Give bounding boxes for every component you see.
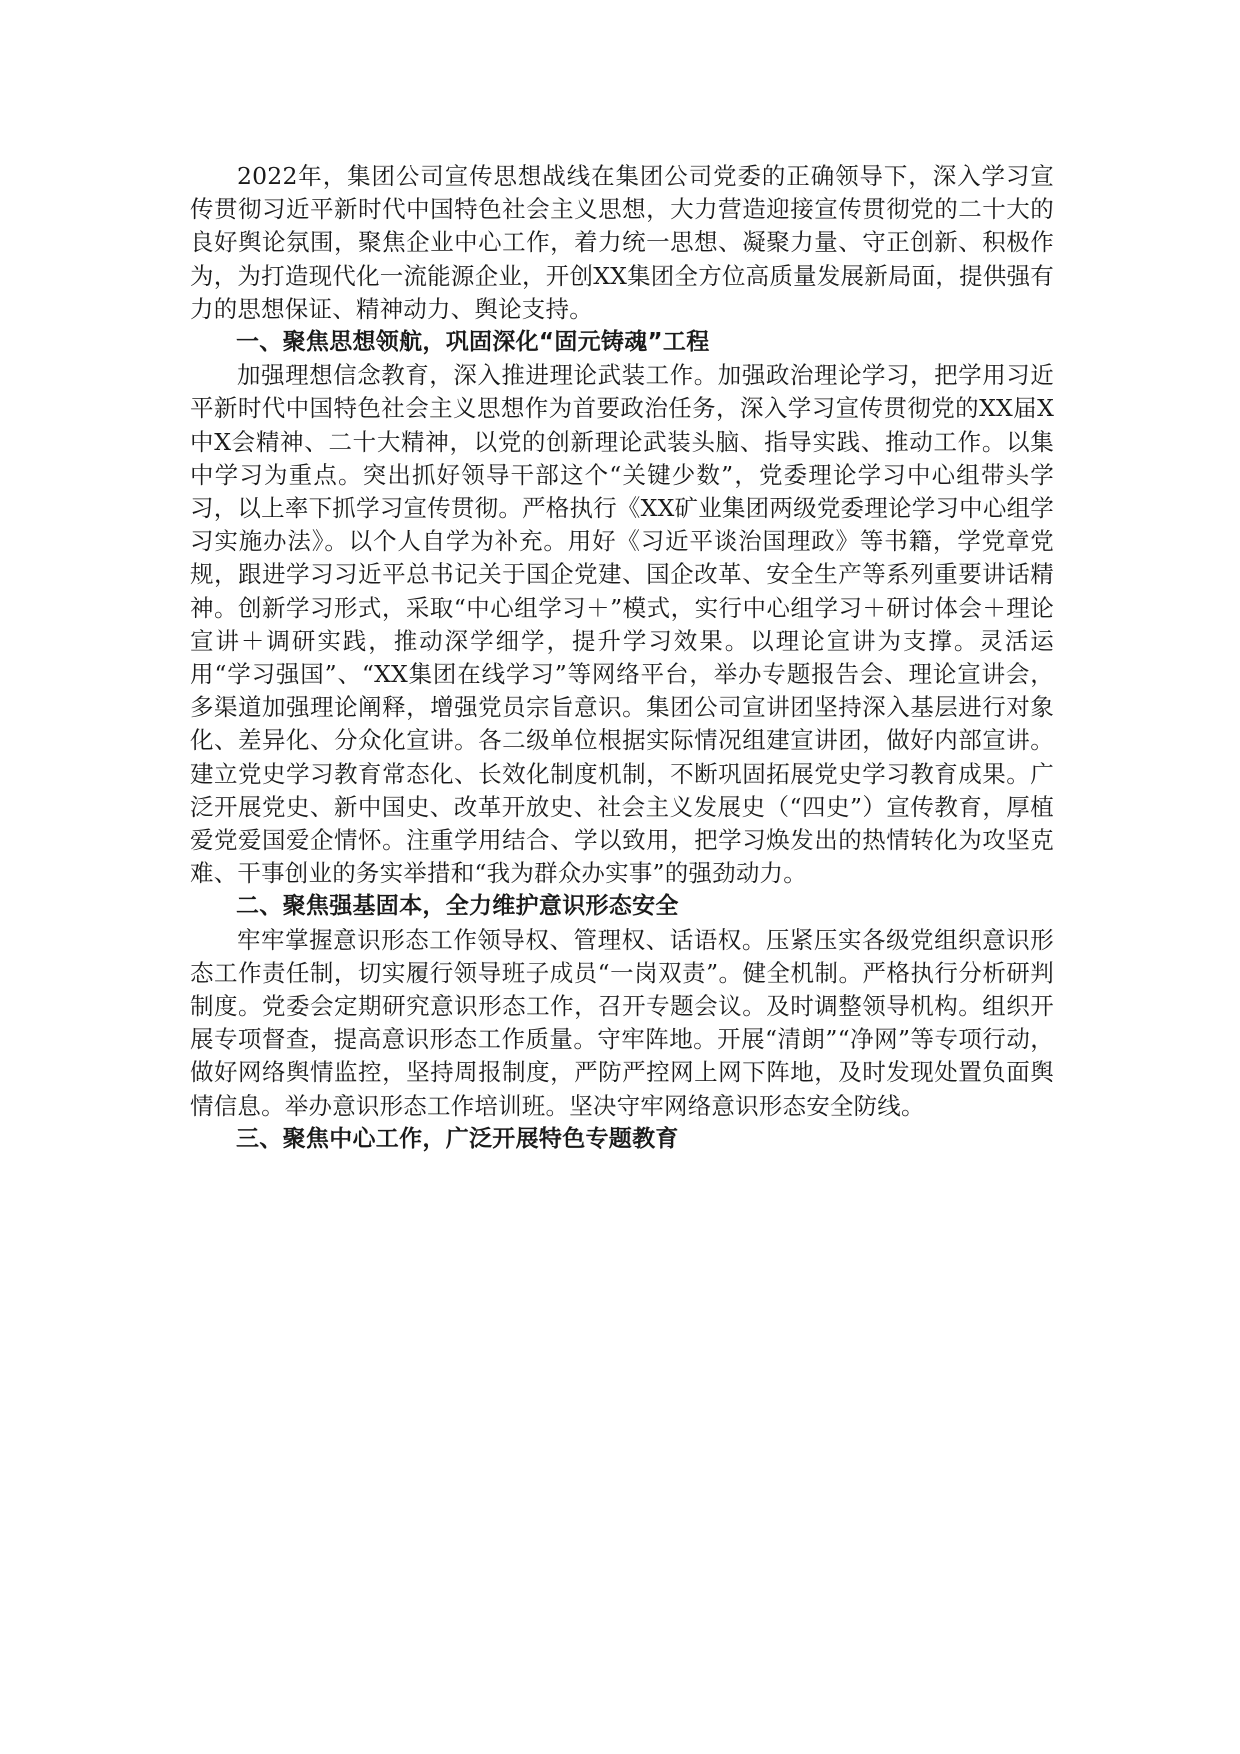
section-2-heading: 二、聚焦强基固本，全力维护意识形态安全	[236, 893, 679, 920]
intro-paragraph: 2022年，集团公司宣传思想战线在集团公司党委的正确领导下，深入学习宣传贯彻习近平新时代中国特色社会主义思想，大力营造迎接宣传贯彻党的二十大的良好舆论氛围，聚焦企业中心工作，着力统一思想、凝聚力量、守正创新、积极作为，为打造现代化一流能源企业，开创XX集团全方位高质量发展新局面，提供强有力的思想保证、精神动力、舆论支持。	[190, 162, 1054, 323]
section-1-paragraph: 加强理想信念教育，深入推进理论武装工作。加强政治理论学习，把学用习近平新时代中国特色社会主义思想作为首要政治任务，深入学习宣传贯彻党的XX届X中X会精神、二十大精神，以党的创新理论武装头脑、指导实践、推动工作。以集中学习为重点。突出抓好领导干部这个“关键少数”，党委理论学习中心组带头学习，以上率下抓学习宣传贯彻。严格执行《XX矿业集团两级党委理论学习中心组学习实施办法》。以个人自学为补充。用好《习近平谈治国理政》等书籍，学党章党规，跟进学习习近平总书记关于国企党建、国企改革、安全生产等系列重要讲话精神。创新学习形式，采取“中心组学习＋”模式，实行中心组学习＋研讨体会＋理论宣讲＋调研实践，推动深学细学，提升学习效果。以理论宣讲为支撑。灵活运用“学习强国”、“XX集团在线学习”等网络平台，举办专题报告会、理论宣讲会，多渠道加强理论阐释，增强党员宗旨意识。集团公司宣讲团坚持深入基层进行对象化、差异化、分众化宣讲。各二级单位根据实际情况组建宣讲团，做好内部宣讲。建立党史学习教育常态化、长效化制度机制，不断巩固拓展党史学习教育成果。广泛开展党史、新中国史、改革开放史、社会主义发展史（“四史”）宣传教育，厚植爱党爱国爱企情怀。注重学用结合、学以致用，把学习焕发出的热情转化为攻坚克难、干事创业的务实举措和“我为群众办实事”的强劲动力。	[190, 361, 1054, 888]
document-body	[190, 160, 1054, 1156]
section-1-heading: 一、聚焦思想领航，巩固深化“固元铸魂”工程	[236, 329, 710, 356]
section-2-paragraph: 牢牢掌握意识形态工作领导权、管理权、话语权。压紧压实各级党组织意识形态工作责任制，切实履行领导班子成员“一岗双责”。健全机制。严格执行分析研判制度。党委会定期研究意识形态工作，召开专题会议。及时调整领导机构。组织开展专项督查，提高意识形态工作质量。守牢阵地。开展“清朗”“净网”等专项行动，做好网络舆情监控，坚持周报制度，严防严控网上网下阵地，及时发现处置负面舆情信息。举办意识形态工作培训班。坚决守牢网络意识形态安全防线。	[190, 925, 1054, 1120]
section-3-heading: 三、聚焦中心工作，广泛开展特色专题教育	[236, 1125, 679, 1152]
